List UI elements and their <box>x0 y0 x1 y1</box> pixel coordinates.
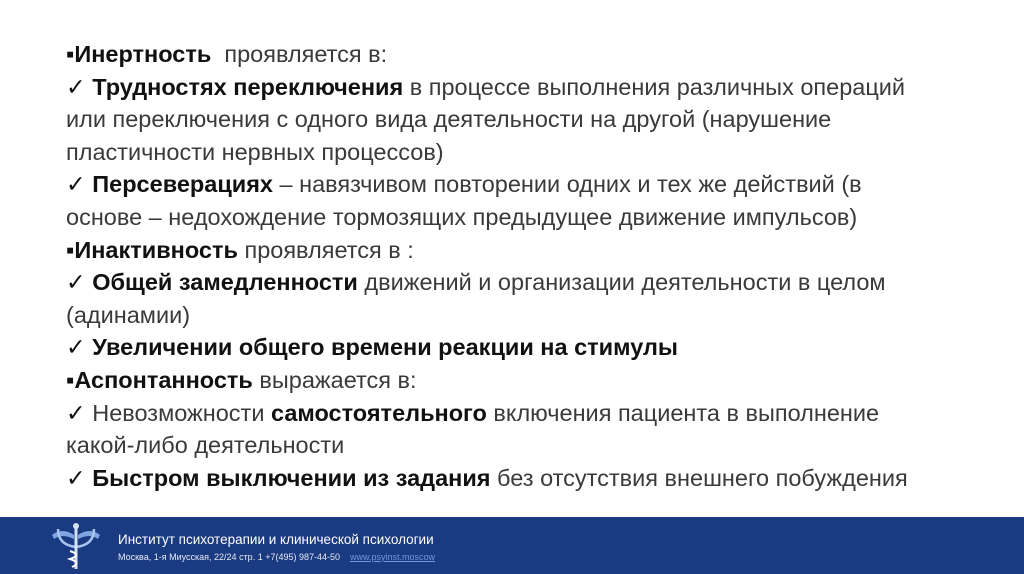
item-continuation: какой-либо деятельности <box>66 432 345 459</box>
item-continuation: или переключения с одного вида деятельности на другой (нарушение <box>66 106 832 133</box>
heading-rest: проявляется в : <box>237 236 414 263</box>
list-item <box>66 71 996 104</box>
caduceus-psi-logo-icon <box>48 521 104 571</box>
item-continuation: (адинамии) <box>66 301 191 328</box>
checkmark-icon: ✓ <box>66 171 86 198</box>
item-text: в процессе выполнения различных операций <box>403 73 906 100</box>
heading-term: Аспонтанность <box>74 366 253 393</box>
checkmark-icon: ✓ <box>66 73 86 100</box>
list-item <box>66 397 996 430</box>
item-bold: Общей замедленности <box>92 269 358 296</box>
heading-term: Инактивность <box>74 236 238 263</box>
item-bold: самостоятельного <box>270 399 487 426</box>
checkmark-icon: ✓ <box>66 464 86 491</box>
checkmark-icon: ✓ <box>66 399 86 426</box>
item-bold: Трудностях переключения <box>92 73 404 100</box>
heading-rest: выражается в: <box>252 366 417 393</box>
square-bullet-icon: ▪ <box>66 236 75 263</box>
heading-rest: проявляется в: <box>211 41 388 67</box>
item-text: движений и организации деятельности в целом <box>357 269 886 296</box>
slide-content <box>66 38 996 494</box>
section-heading-aspontaneity <box>66 364 996 397</box>
item-bold: Быстром выключении из задания <box>92 464 491 491</box>
square-bullet-icon: ▪ <box>66 41 75 67</box>
website-link[interactable]: www.psyinst.moscow <box>350 552 436 562</box>
item-text-pre: Невозможности <box>92 399 271 426</box>
item-bold: Персеверациях <box>92 171 273 198</box>
organization-address <box>118 551 435 563</box>
checkmark-icon: ✓ <box>66 269 86 296</box>
heading-term: Инертность <box>74 41 212 67</box>
list-item <box>66 266 996 299</box>
item-bold: Увеличении общего времени реакции на стимулы <box>92 334 678 361</box>
footer-bar <box>0 517 1024 574</box>
square-bullet-icon: ▪ <box>66 366 75 393</box>
item-continuation: основе – недохождение тормозящих предыдущее движение импульсов) <box>66 203 858 230</box>
section-heading-inertness <box>66 38 996 71</box>
checkmark-icon: ✓ <box>66 334 86 361</box>
footer-text <box>118 532 435 563</box>
organization-name: Институт психотерапии и клинической психологии <box>118 532 434 547</box>
item-text: включения пациента в выполнение <box>486 399 880 426</box>
item-text: – навязчивом повторении одних и тех же действий (в <box>273 171 862 198</box>
list-item <box>66 168 996 201</box>
list-item <box>66 462 996 495</box>
item-text: без отсутствия внешнего побуждения <box>490 464 908 491</box>
section-heading-inactivity <box>66 234 996 267</box>
item-continuation: пластичности нервных процессов) <box>66 138 444 165</box>
list-item <box>66 331 996 364</box>
address-text: Москва, 1-я Миусская, 22/24 стр. 1 +7(495) 987-44-50 <box>118 552 341 562</box>
